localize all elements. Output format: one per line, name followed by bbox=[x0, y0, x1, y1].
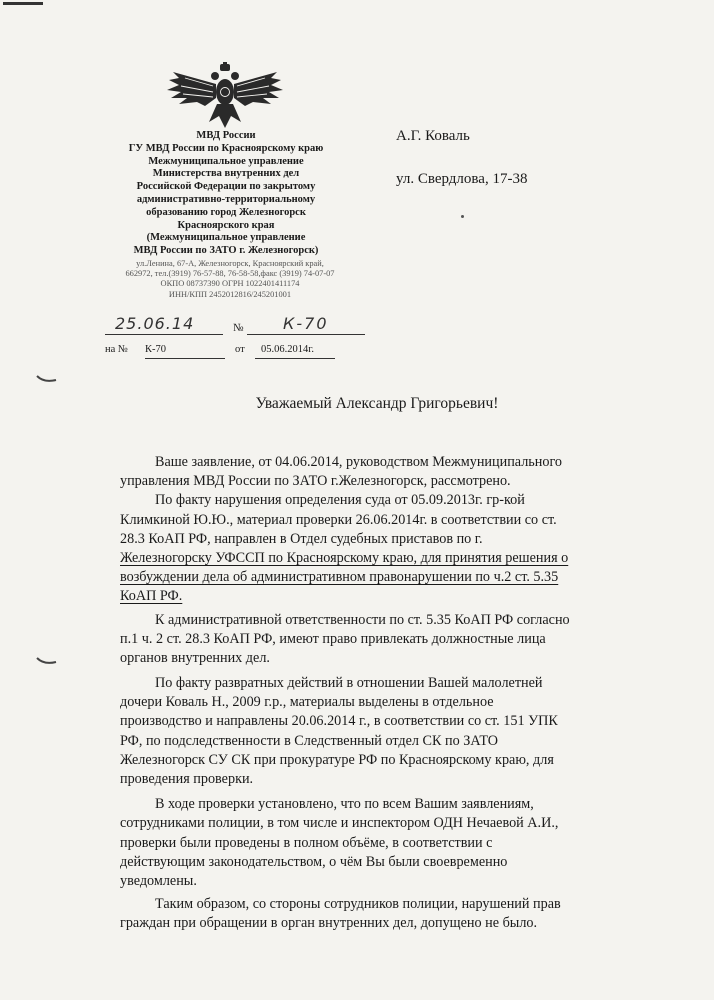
letterhead-line: ГУ МВД России по Красноярскому краю bbox=[128, 142, 324, 154]
handwritten-number: К-70 bbox=[283, 314, 329, 333]
contact-line: ОКПО 08737390 ОГРН 1022401411174 bbox=[160, 279, 300, 289]
line-text: В ходе проверки установлено, что по всем Вашим заявлениям, bbox=[155, 796, 534, 813]
scan-mark bbox=[3, 2, 43, 5]
letterhead-line: образованию город Железногорск bbox=[146, 206, 306, 218]
body-line bbox=[120, 795, 660, 814]
body-line bbox=[120, 630, 660, 649]
line-text: дочери Коваль Н., 2009 г.р., материалы выделены в отдельное bbox=[120, 694, 494, 711]
letterhead-line: МВД России по ЗАТО г. Железногорск) bbox=[133, 245, 319, 257]
body-line bbox=[120, 568, 660, 587]
body-line bbox=[120, 472, 660, 491]
body-line bbox=[120, 491, 660, 510]
number-underline bbox=[247, 334, 365, 335]
date-underline bbox=[105, 334, 223, 335]
body-line bbox=[120, 770, 660, 789]
line-text: По факту развратных действий в отношении Вашей малолетней bbox=[155, 675, 543, 692]
line-text: управления МВД России по ЗАТО г.Железногорск, рассмотрено. bbox=[120, 473, 511, 490]
recipient-address: ул. Свердлова, 17-38 bbox=[396, 171, 528, 187]
line-text: п.1 ч. 2 ст. 28.3 КоАП РФ, имеют право привлекать должностные лица bbox=[120, 630, 546, 647]
line-text: 28.3 КоАП РФ, направлен в Отдел судебных приставов по г. bbox=[120, 530, 483, 547]
body-line bbox=[120, 674, 660, 693]
from-value: 05.06.2014г. bbox=[261, 344, 314, 355]
line-text: проверки были проведены в полном объёме, в соответствии с bbox=[120, 834, 493, 851]
handwritten-date: 25.06.14 bbox=[115, 314, 195, 333]
greeting: Уважаемый Александр Григорьевич! bbox=[255, 395, 499, 412]
letterhead-line: административно-территориальному bbox=[136, 193, 316, 205]
line-text: Железногорск СУ СК при прокуратуре РФ по Красноярскому краю, для bbox=[120, 751, 554, 768]
line-text: органов внутренних дел. bbox=[120, 649, 270, 666]
from-label: от bbox=[235, 344, 245, 355]
line-text: возбуждении дела об административном правонарушении по ч.2 ст. 5.35 bbox=[120, 569, 559, 586]
line-text: сотрудниками полиции, в том числе и инспектором ОДН Нечаевой А.И., bbox=[120, 815, 559, 832]
line-text: КоАП РФ. bbox=[120, 588, 183, 605]
line-text: Таким образом, со стороны сотрудников полиции, нарушений прав bbox=[155, 896, 561, 913]
body-line bbox=[120, 834, 660, 853]
line-text: Ваше заявление, от 04.06.2014, руководством Межмуниципального bbox=[155, 454, 563, 470]
body-line bbox=[120, 511, 660, 530]
body-line bbox=[120, 814, 660, 833]
line-text: проведения проверки. bbox=[120, 771, 254, 787]
letterhead-contacts bbox=[105, 259, 355, 300]
scan-speck bbox=[461, 215, 464, 218]
line-text: РФ, по подследственности в Следственный отдел СК по ЗАТО bbox=[120, 732, 499, 749]
body-line bbox=[120, 649, 660, 668]
double-headed-eagle-emblem-icon bbox=[165, 62, 285, 130]
punch-mark-icon bbox=[36, 374, 58, 384]
line-text: По факту нарушения определения суда от 05.09.2013г. гр-кой bbox=[155, 492, 525, 509]
body-line bbox=[120, 712, 660, 731]
letterhead bbox=[110, 130, 342, 258]
body-line bbox=[120, 853, 660, 872]
line-text: граждан при обращении в орган внутренних дел, допущено не было. bbox=[120, 915, 538, 932]
letterhead-line: Российской Федерации по закрытому bbox=[136, 181, 316, 193]
letterhead-line: МВД России bbox=[196, 130, 256, 141]
body-line bbox=[120, 611, 660, 630]
body-line bbox=[120, 872, 660, 891]
line-text: действующим законодательством, о чём Вы были своевременно bbox=[120, 853, 508, 870]
body-line bbox=[120, 895, 660, 914]
body-line bbox=[120, 693, 660, 712]
number-sign: № bbox=[233, 322, 244, 334]
line-text: Железногорску УФССП по Красноярскому краю, для принятия решения о bbox=[120, 549, 569, 566]
line-text: производство и направлены 20.06.2014 г., в соответствии со ст. 151 УПК bbox=[120, 713, 558, 730]
letterhead-line: Межмуниципальное управление bbox=[148, 155, 304, 167]
body-line bbox=[120, 530, 660, 549]
body-line bbox=[120, 453, 660, 472]
reply-to-label: на № bbox=[105, 344, 128, 355]
body-line bbox=[120, 732, 660, 751]
letterhead-line: (Межмуниципальное управление bbox=[146, 232, 306, 244]
recipient-block bbox=[396, 126, 527, 189]
contact-line: 662972, тел.(3919) 76-57-88, 76-58-58,факс (3919) 74-07-07 bbox=[125, 269, 335, 279]
registration-block bbox=[105, 314, 365, 358]
contact-line: ул.Ленина, 67-А, Железногорск, Красноярский край, bbox=[136, 259, 324, 268]
body-line bbox=[120, 549, 660, 568]
punch-mark-icon bbox=[36, 656, 58, 666]
reply-to-underline bbox=[145, 358, 225, 359]
line-text: Климкиной Ю.Ю., материал проверки 26.06.2014г. в соответствии со ст. bbox=[120, 511, 557, 528]
body-line bbox=[120, 914, 660, 933]
contact-line: ИНН/КПП 2452012816/245201001 bbox=[168, 289, 292, 299]
reply-to-value: К-70 bbox=[145, 344, 166, 355]
letterhead-line: Красноярского края bbox=[177, 219, 275, 231]
letterhead-line: Министерства внутренних дел bbox=[152, 168, 300, 180]
recipient-name: А.Г. Коваль bbox=[396, 128, 470, 144]
from-underline bbox=[255, 358, 335, 359]
line-text: уведомлены. bbox=[120, 872, 197, 889]
line-text: К административной ответственности по ст. 5.35 КоАП РФ согласно bbox=[155, 611, 570, 628]
body-line bbox=[120, 587, 660, 606]
body-line bbox=[120, 751, 660, 770]
letter-body bbox=[120, 453, 660, 934]
